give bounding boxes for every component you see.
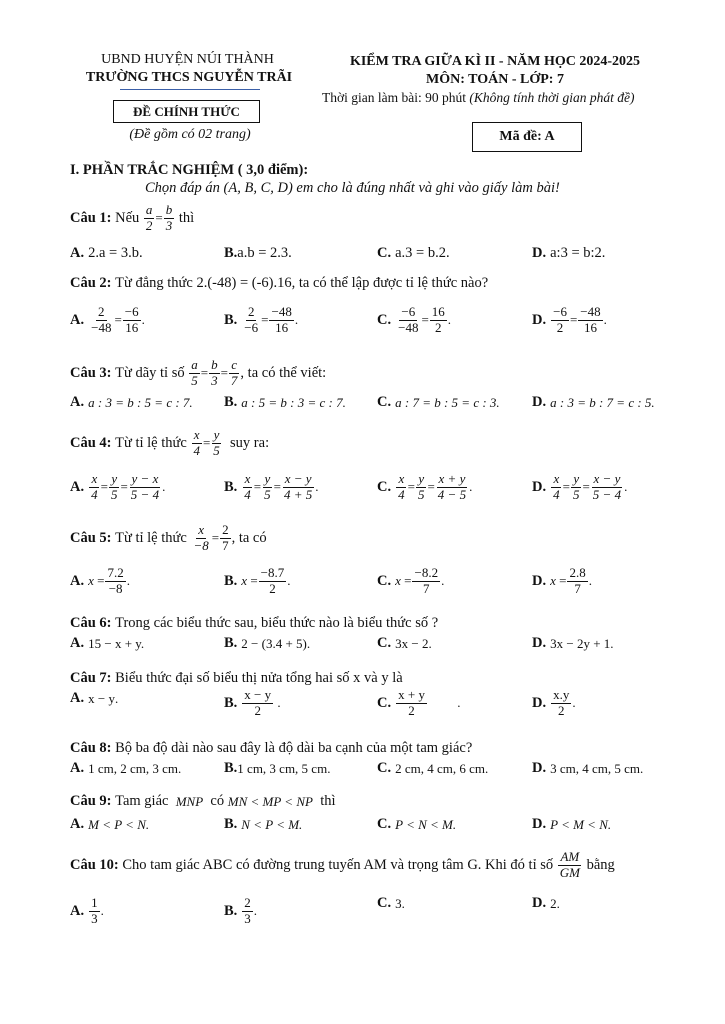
school-underline	[120, 89, 260, 90]
q9-option-b[interactable]: B. N < P < M.	[224, 816, 303, 832]
q5-option-a[interactable]: A. x = $\frac{7.2}{-8}$ .	[70, 565, 130, 596]
q8-option-d[interactable]: D. 3 cm, 4 cm, 5 cm.	[532, 760, 644, 776]
q1-option-c[interactable]: C. a.3 = b.2.	[377, 245, 450, 261]
q1-option-d[interactable]: D. a:3 = b:2.	[532, 245, 606, 261]
q6-option-b[interactable]: B. 2 − (3.4 + 5).	[224, 635, 311, 651]
q1-option-a[interactable]: A. 2.a = 3.b.	[70, 245, 143, 261]
exam-title: KIỂM TRA GIỮA KÌ II - NĂM HỌC 2024-2025	[349, 54, 641, 69]
q6-option-c[interactable]: C. 3x − 2.	[377, 635, 432, 651]
exam-code-box: Mã đề: A	[472, 122, 582, 152]
q2-option-d[interactable]: D. $\frac{-6}{2}$ = $\frac{-48}{16}$ .	[532, 304, 607, 335]
section-title: I. PHẦN TRẮC NGHIỆM ( 3,0 điểm):	[70, 162, 309, 178]
q5-option-b[interactable]: B. x = $\frac{-8.7}{2}$ .	[224, 565, 291, 596]
q1-option-b[interactable]: B. a.b = 2.3.	[224, 245, 292, 261]
question-1: Câu 1: Nếu $\frac{a}{2}$ = $\frac{b}{3}$ thì	[70, 201, 195, 233]
q2-option-c[interactable]: C. $\frac{-6}{-48}$ = $\frac{16}{2}$ .	[377, 304, 452, 335]
subject-line: MÔN: TOÁN - LỚP: 7	[426, 72, 564, 87]
q8-option-c[interactable]: C. 2 cm, 4 cm, 6 cm.	[377, 760, 489, 776]
q7-option-c[interactable]: C. $\frac{x + y}{2}$ .	[377, 687, 461, 718]
q7-option-d[interactable]: D. $\frac{x.y}{2}$ .	[532, 687, 576, 718]
question-label: Câu 1:	[70, 209, 112, 226]
q7-option-b[interactable]: B. $\frac{x - y}{2}$ .	[224, 687, 281, 718]
question-9: Câu 9: Tam giác MNP có MN < MP < NP thì	[70, 793, 336, 809]
q5-option-c[interactable]: C. x = $\frac{-8.2}{7}$ .	[377, 565, 445, 596]
q10-option-a[interactable]: A. $\frac{1}{3}$ .	[70, 895, 104, 926]
time-line: Thời gian làm bài: 90 phút (Không tính thời gian phát đề)	[322, 90, 635, 105]
q3-option-d[interactable]: D. a : 3 = b : 7 = c : 5.	[532, 394, 655, 410]
q2-option-a[interactable]: A. $\frac{2}{-48}$ = $\frac{-6}{16}$ .	[70, 304, 145, 335]
q6-option-a[interactable]: A. 15 − x + y.	[70, 635, 145, 651]
q6-option-d[interactable]: D. 3x − 2y + 1.	[532, 635, 614, 651]
q3-option-c[interactable]: C. a : 7 = b : 5 = c : 3.	[377, 394, 500, 410]
question-4: Câu 4: Từ tỉ lệ thức $\frac{x}{4}$ = $\frac{y}{5}$ suy ra:	[70, 426, 270, 458]
q8-option-b[interactable]: B. 1 cm, 3 cm, 5 cm.	[224, 760, 331, 776]
question-8: Câu 8: Bộ ba độ dài nào sau đây là độ dài ba cạnh của một tam giác?	[70, 740, 473, 756]
q3-option-b[interactable]: B. a : 5 = b : 3 = c : 7.	[224, 394, 346, 410]
q8-option-a[interactable]: A. 1 cm, 2 cm, 3 cm.	[70, 760, 182, 776]
q10-option-c[interactable]: C. 3.	[377, 895, 405, 911]
question-10: Câu 10: Cho tam giác ABC có đường trung tuyến AM và trọng tâm G. Khi đó tỉ số $\frac{AM}{GM}$ bằng	[70, 848, 615, 880]
q3-option-a[interactable]: A. a : 3 = b : 5 = c : 7.	[70, 394, 193, 410]
q9-option-a[interactable]: A. M < P < N.	[70, 816, 150, 832]
q9-option-c[interactable]: C. P < N < M.	[377, 816, 457, 832]
q9-option-d[interactable]: D. P < M < N.	[532, 816, 612, 832]
district-name: UBND HUYỆN NÚI THÀNH	[101, 52, 274, 67]
school-name: TRƯỜNG THCS NGUYỄN TRÃI	[85, 70, 293, 85]
q4-option-d[interactable]: D. $\frac{x}{4}$ = $\frac{y}{5}$ = $\frac{x - y}{5 - 4}$ .	[532, 471, 628, 502]
q4-option-a[interactable]: A. $\frac{x}{4}$ = $\frac{y}{5}$ = $\frac{y - x}{5 - 4}$ .	[70, 471, 166, 502]
page-count-note: (Đề gồm có 02 trang)	[129, 127, 251, 142]
q4-option-c[interactable]: C. $\frac{x}{4}$ = $\frac{y}{5}$ = $\frac{x + y}{4 - 5}$ .	[377, 471, 473, 502]
question-7: Câu 7: Biểu thức đại số biểu thị nửa tổng hai số x và y là	[70, 670, 403, 686]
q4-option-b[interactable]: B. $\frac{x}{4}$ = $\frac{y}{5}$ = $\frac{x - y}{4 + 5}$ .	[224, 471, 319, 502]
q7-option-a[interactable]: A. x − y .	[70, 690, 119, 706]
q2-option-b[interactable]: B. $\frac{2}{-6}$ = $\frac{-48}{16}$ .	[224, 304, 299, 335]
section-instruction: Chọn đáp án (A, B, C, D) em cho là đúng nhất và ghi vào giấy làm bài!	[145, 180, 560, 196]
question-6: Câu 6: Trong các biểu thức sau, biểu thức nào là biểu thức số ?	[70, 615, 439, 631]
question-3: Câu 3: Từ dãy tỉ số $\frac{a}{5}$ = $\frac{b}{3}$ = $\frac{c}{7}$ , ta có thể viết:	[70, 356, 327, 388]
q5-option-d[interactable]: D. x = $\frac{2.8}{7}$ .	[532, 565, 592, 596]
question-5: Câu 5: Từ tỉ lệ thức $\frac{x}{-8}$ = $\frac{2}{7}$ , ta có	[70, 521, 267, 553]
q10-option-b[interactable]: B. $\frac{2}{3}$ .	[224, 895, 258, 926]
q10-option-d[interactable]: D. 2.	[532, 895, 560, 911]
question-2: Câu 2: Từ đẳng thức 2.(-48) = (-6).16, ta có thể lập được tỉ lệ thức nào?	[70, 275, 489, 291]
official-badge: ĐỀ CHÍNH THỨC	[113, 100, 260, 123]
